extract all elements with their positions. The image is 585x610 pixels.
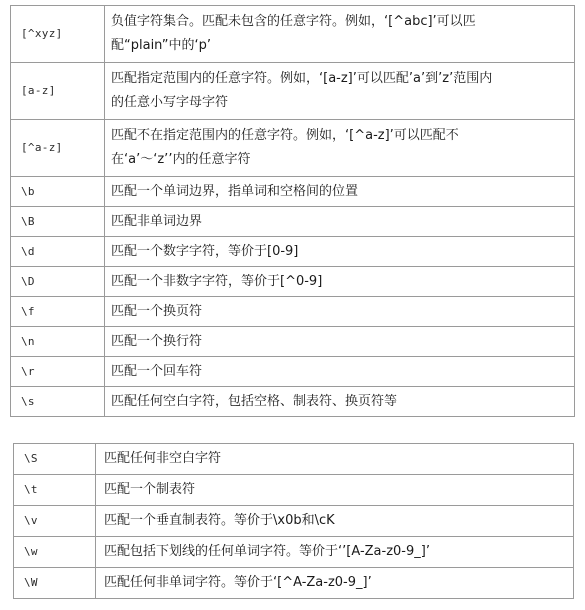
regex-description: 匹配一个单词边界，指单词和空格间的位置 [105,177,575,207]
table-row [14,444,574,475]
regex-description: 匹配一个非数字字符，等价于[^0-9] [105,267,575,297]
regex-pattern: \D [11,267,105,297]
regex-pattern: \t [14,475,96,506]
table-row [14,568,574,599]
regex-description: 匹配不在指定范围内的任意字符。例如，‘[^a-z]’可以匹配不 在‘a’～‘z’’内的任意字符 [105,120,575,177]
regex-reference-table-1 [10,5,575,417]
regex-pattern: \W [14,568,96,599]
table-row [11,387,575,417]
regex-pattern: \n [11,327,105,357]
table-row [11,120,575,177]
regex-pattern: \s [11,387,105,417]
regex-pattern: \v [14,506,96,537]
regex-pattern: \d [11,237,105,267]
regex-pattern: [^xyz] [11,6,105,63]
table-row [11,327,575,357]
regex-description: 匹配一个换行符 [105,327,575,357]
regex-description: 匹配包括下划线的任何单词字符。等价于‘’[A-Za-z0-9_]’ [96,537,574,568]
regex-pattern: \w [14,537,96,568]
regex-description: 匹配非单词边界 [105,207,575,237]
regex-description: 匹配一个换页符 [105,297,575,327]
table-row [14,537,574,568]
table-row [11,63,575,120]
regex-description: 匹配一个回车符 [105,357,575,387]
regex-description: 匹配任何空白字符，包括空格、制表符、换页符等 [105,387,575,417]
table-row [11,177,575,207]
regex-description: 匹配一个垂直制表符。等价于\x0b和\cK [96,506,574,537]
regex-pattern: \b [11,177,105,207]
regex-description: 匹配一个制表符 [96,475,574,506]
table-row [14,475,574,506]
regex-description: 匹配任何非单词字符。等价于‘[^A-Za-z0-9_]’ [96,568,574,599]
regex-description: 匹配任何非空白字符 [96,444,574,475]
table-row [11,6,575,63]
regex-pattern: \B [11,207,105,237]
regex-description: 匹配指定范围内的任意字符。例如，‘[a-z]’可以匹配’a’到’z’范围内 的任意小写字母字符 [105,63,575,120]
table-row [11,357,575,387]
regex-pattern: [^a-z] [11,120,105,177]
regex-description: 匹配一个数字字符，等价于[0-9] [105,237,575,267]
regex-pattern: \f [11,297,105,327]
regex-reference-table-2 [13,443,574,599]
regex-pattern: \r [11,357,105,387]
table-row [11,297,575,327]
regex-pattern: [a-z] [11,63,105,120]
table-row [11,207,575,237]
table-row [14,506,574,537]
regex-description: 负值字符集合。匹配未包含的任意字符。例如，‘[^abc]’可以匹 配“plain”中的‘p’ [105,6,575,63]
table-row [11,267,575,297]
regex-pattern: \S [14,444,96,475]
table-row [11,237,575,267]
